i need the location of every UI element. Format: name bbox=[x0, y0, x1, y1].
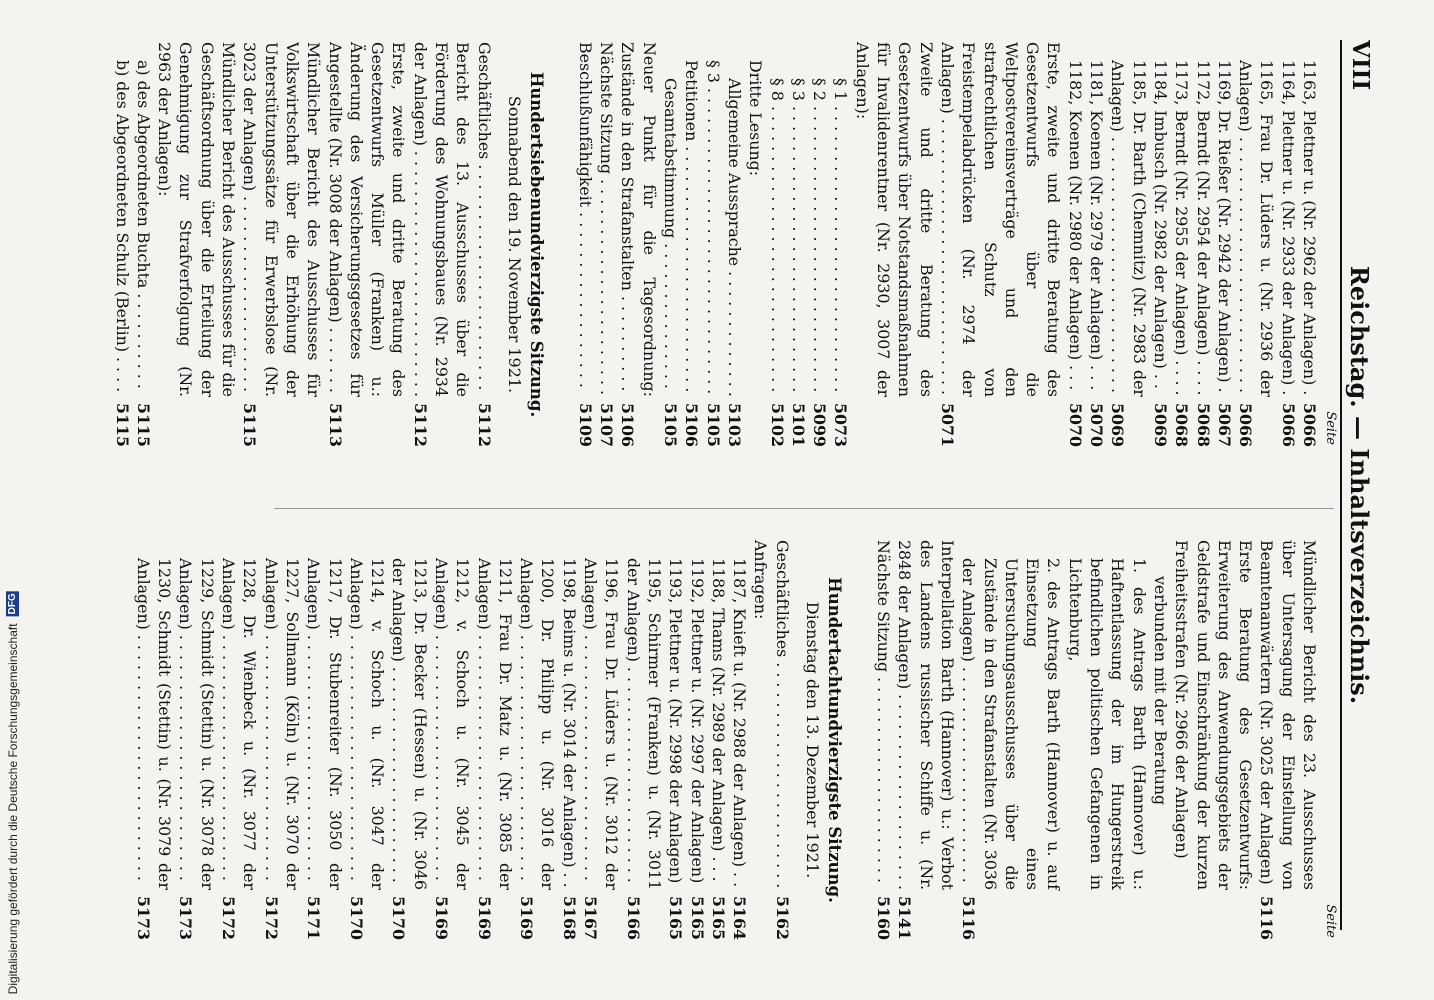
page-reference: 5172 bbox=[261, 896, 281, 940]
toc-entry bbox=[873, 540, 894, 940]
page-reference: 5165 bbox=[708, 896, 728, 940]
leader-dots: . . . . . . . . . . . . . . . . . . . . . . . . . bbox=[261, 629, 281, 881]
toc-entry bbox=[516, 540, 559, 940]
page-reference: 5115 bbox=[112, 403, 132, 447]
page-reference: 5165 bbox=[666, 896, 686, 940]
page-reference: 5105 bbox=[703, 403, 723, 447]
seite-label: Seite bbox=[1323, 904, 1338, 938]
seite-label: Seite bbox=[1323, 411, 1338, 445]
toc-entry bbox=[218, 540, 261, 940]
leader-dots: . . . . . . . . . . bbox=[133, 288, 153, 389]
leader-dots: . . . . . . . . . . . . . . . . . . . . . bbox=[874, 672, 894, 883]
leader-dots: . . . . . . . . . . . . . bbox=[724, 266, 744, 397]
entry-text: 1181, Koenen (Nr. 2979 der Anlagen) bbox=[1087, 60, 1107, 361]
page-reference: 5073 bbox=[831, 403, 851, 447]
leader-dots: . . . . . . . bbox=[325, 322, 345, 393]
toc-entry bbox=[388, 540, 431, 940]
leader-dots: . bbox=[1300, 385, 1319, 396]
entry-text: 1214, v. Schoch u. (Nr. 3047 der Anlagen) bbox=[346, 558, 388, 890]
toc-entry bbox=[788, 42, 809, 447]
toc-entry bbox=[1277, 42, 1298, 447]
toc-entry bbox=[724, 42, 745, 447]
page-reference: 5105 bbox=[661, 403, 681, 447]
page-reference: 5171 bbox=[304, 896, 324, 940]
leader-dots: . . bbox=[1150, 368, 1170, 389]
toc-entry bbox=[660, 42, 681, 447]
toc-entry bbox=[431, 540, 474, 940]
toc-entry bbox=[1214, 42, 1235, 447]
page-reference: 5116 bbox=[959, 896, 979, 940]
toc-entry bbox=[1107, 42, 1150, 447]
entry-text: Interpellation Barth (Hannover) u.: Verbot des Landens russischer Schiffe u. (Nr. 2848 der Anlagen) bbox=[895, 540, 957, 890]
leader-dots: . . . . . . . . . . . . . . . . . . . . . . . bbox=[474, 159, 494, 391]
toc-entry bbox=[1299, 42, 1320, 447]
page-reference: 5173 bbox=[176, 896, 196, 940]
entry-text: 1227, Sollmann (Köln) u. (Nr. 3070 der Anlagen) bbox=[261, 558, 302, 890]
entry-text: 1229, Schmidt (Stettin) u. (Nr. 3078 der Anlagen) bbox=[176, 558, 217, 890]
toc-entry bbox=[681, 42, 702, 447]
page-reference: 5113 bbox=[325, 403, 345, 447]
entry-text: 1198, Beims u. (Nr. 3014 der Anlagen) bbox=[559, 558, 579, 868]
leader-dots: . . . . . . . . . . . . . . . . . . . . . . bbox=[959, 661, 979, 883]
entry-text: 1163, Plettner u. (Nr. 2962 der Anlagen) bbox=[1300, 60, 1319, 386]
toc-entry bbox=[617, 42, 660, 447]
entry-text: 1228, Dr. Wienbeck u. (Nr. 3077 der Anlagen) bbox=[219, 558, 260, 890]
entry-text: Zweite und dritte Beratung des Gesetzentwurfs über Notstandsmaßnahmen für Invalidenrentner (Nr. 2930, 3007 der Anlagen): bbox=[852, 42, 936, 397]
entry-text: 1217, Dr. Stubenreiter (Nr. 3050 der Anlagen) bbox=[304, 558, 345, 890]
entry-text: Petitionen bbox=[682, 60, 702, 142]
toc-entry bbox=[175, 540, 218, 940]
page-reference: 5115 bbox=[133, 403, 153, 447]
entry-text: 1173, Berndt (Nr. 2955 der Anlagen) bbox=[1172, 60, 1192, 356]
page-reference: 5099 bbox=[810, 403, 830, 447]
toc-entry bbox=[622, 540, 665, 940]
leader-dots: . . . . . . . . . . . . . . . bbox=[661, 238, 681, 389]
toc-entry bbox=[260, 540, 303, 940]
leader-dots: . . . . . . . . . . . . . . . . . . . . bbox=[895, 689, 915, 890]
toc-entry bbox=[473, 540, 516, 940]
entry-text: 1230, Schmidt (Stettin) u. (Nr. 3079 der Anlagen) bbox=[133, 558, 175, 890]
leader-dots: . bbox=[1278, 385, 1298, 396]
page-reference: 5115 bbox=[240, 403, 260, 447]
entry-text: § 3 bbox=[703, 60, 723, 83]
toc-entry bbox=[702, 42, 723, 447]
toc-entry bbox=[766, 42, 787, 447]
page-reference: 5068 bbox=[1193, 403, 1213, 447]
page-reference: 5066 bbox=[1300, 403, 1319, 447]
page-reference: 5168 bbox=[559, 896, 579, 940]
entry-text: 1172, Berndt (Nr. 2954 der Anlagen) bbox=[1193, 60, 1213, 356]
toc-entry bbox=[1086, 42, 1107, 447]
page-reference: 5170 bbox=[346, 896, 366, 940]
leader-dots: . . . . . . . . . . . . . . . . . . . . . . . . . . bbox=[1108, 131, 1128, 393]
toc-entry bbox=[596, 42, 617, 447]
column-divider bbox=[274, 508, 1334, 509]
entry-text: Erste, zweite und dritte Beratung des Gesetzentwurfs über die Weltpostvereinsverträge und den strafrechtlichen Schutz von Freistempelabdrücken (Nr. 2974 der Anlagen) bbox=[937, 42, 1064, 397]
entry-text: Neuer Punkt für die Tagesordnung: Zustände in den Strafanstalten bbox=[618, 42, 659, 397]
right-column bbox=[133, 540, 1338, 940]
toc-entry bbox=[239, 42, 324, 447]
page-reference: 5107 bbox=[597, 403, 617, 447]
leader-dots: . . . . . . . . . . . . . . . . . . . . . . . . . . . . . bbox=[831, 100, 851, 393]
entry-text: 1200, Dr. Philipp u. (Nr. 3016 der Anlagen) bbox=[517, 558, 558, 890]
left-column bbox=[111, 42, 1338, 447]
page-reference: 5170 bbox=[389, 896, 409, 940]
entry-text: 1. des Antrags Barth (Hannover) u.: Haftentlassung der im Hungerstreik befindlichen politischen Gefangenen in Lichtenburg, bbox=[1065, 558, 1149, 890]
page-reference: 5169 bbox=[474, 896, 494, 940]
leader-dots: . . . . . . . . . . . . . . . . . . . . . . . . . . . . . bbox=[810, 100, 830, 393]
page-reference: 5103 bbox=[724, 403, 744, 447]
toc-entry bbox=[745, 42, 766, 447]
entry-text: § 8 bbox=[767, 78, 787, 101]
page-number: VIII bbox=[1347, 40, 1374, 91]
page-reference: 5167 bbox=[581, 896, 601, 940]
leader-dots: . . . bbox=[1087, 360, 1107, 391]
toc-entry bbox=[409, 42, 473, 447]
entry-text: 1182, Koenen (Nr. 2980 der Anlagen) bbox=[1065, 60, 1085, 361]
leader-dots: . . . . . . . . . . . . . . . . . . . . . . . . . bbox=[474, 629, 494, 881]
leader-dots: . . . . bbox=[1172, 355, 1192, 396]
page-reference: 5141 bbox=[895, 896, 915, 940]
entry-text: § 3 bbox=[788, 78, 808, 101]
leader-dots: . . . . . . . . . . . . . . . . . . . . . . . . . bbox=[176, 629, 196, 881]
entry-text: 1184, Imbusch (Nr. 2982 der Anlagen) bbox=[1150, 60, 1170, 369]
entry-text: 1164, Plettner u. (Nr. 2933 der Anlagen) bbox=[1278, 60, 1298, 386]
digitization-credit bbox=[6, 591, 20, 994]
leader-dots: . . . . . . . . . . . . . . . . . . . . . . . . . bbox=[581, 629, 601, 881]
entry-text: 1192, Plettner u. (Nr. 2997 der Anlagen) bbox=[687, 558, 707, 884]
leader-dots: . . . . . . . . . . . . . . . . . . . . . . . . . bbox=[304, 629, 324, 881]
page-reference: 5169 bbox=[517, 896, 537, 940]
leader-dots: . . . . . . . . . . bbox=[618, 290, 638, 392]
toc-entry bbox=[324, 42, 409, 447]
entry-text: 1165, Frau Dr. Lüders u. (Nr. 2936 der Anlagen) bbox=[1236, 60, 1277, 397]
toc-entry bbox=[958, 540, 1064, 940]
leader-dots: . . . . . . . . . . . . . . . . . . . . . . . . . bbox=[133, 629, 153, 881]
toc-entry bbox=[1150, 540, 1171, 940]
page-reference: 5066 bbox=[1236, 403, 1256, 447]
page-reference: 5106 bbox=[682, 403, 702, 447]
toc-entry bbox=[1064, 540, 1149, 940]
entry-text: verbunden mit der Beratung bbox=[1150, 576, 1170, 806]
leader-dots: . . . . . . . . . . . . . . . . . . . . . . . . . bbox=[517, 629, 537, 881]
entry-text: Bericht des 13. Ausschusses über die Förderung des Wohnungsbaues (Nr. 2934 der Anlagen) bbox=[410, 42, 473, 397]
toc-entry bbox=[346, 540, 389, 940]
entry-text: Allgemeine Aussprache bbox=[724, 78, 744, 267]
page-reference: 5070 bbox=[1065, 403, 1085, 447]
leader-dots: . . . . . . . . . . . . . . . . . . . . . . bbox=[389, 661, 409, 883]
entry-text: 1212, v. Schoch u. (Nr. 3045 der Anlagen) bbox=[432, 558, 473, 890]
leader-dots: . . . bbox=[708, 851, 728, 882]
toc-entry bbox=[1235, 42, 1278, 447]
entry-text: 1213, Dr. Becker (Hessen) u. (Nr. 3046 der Anlagen) bbox=[389, 558, 430, 890]
toc-entry bbox=[303, 540, 346, 940]
toc-entry bbox=[580, 540, 623, 940]
page-reference: 5112 bbox=[474, 403, 494, 447]
toc-entry bbox=[686, 540, 707, 940]
toc-entry bbox=[809, 42, 830, 447]
entry-text: 1185, Dr. Barth (Chemnitz) (Nr. 2983 der Anlagen) bbox=[1108, 60, 1149, 397]
toc-entry bbox=[665, 540, 686, 940]
page-reference: 5169 bbox=[432, 896, 452, 940]
leader-dots: . . . . . . . . . . . . . . . . . . . . . . . . . bbox=[410, 145, 430, 397]
entry-text: Erste Beratung des Gesetzentwurfs: Erweiterung des Anwendungsgebiets der Geldstrafe und Einschränkung der kurzen Freiheitsstrafen (Nr. 2966 der Anlagen) bbox=[1172, 540, 1256, 890]
entry-text: Beschlußunfähigkeit bbox=[575, 42, 595, 208]
toc-entry bbox=[1171, 42, 1192, 447]
entry-text: 1188, Thams (Nr. 2989 der Anlagen) bbox=[708, 558, 728, 852]
page-reference: 5069 bbox=[1150, 403, 1170, 447]
session-heading: Hundertsiebenundvierzigste Sitzung. bbox=[526, 71, 546, 418]
page-reference: 5116 bbox=[1257, 896, 1277, 940]
page-reference: 5165 bbox=[687, 896, 707, 940]
toc-entry bbox=[111, 42, 132, 447]
entry-text: Geschäftliches bbox=[474, 42, 494, 160]
toc-entry bbox=[133, 42, 154, 447]
leader-dots: . . . . . . . . . . . . . . . . . . . . . . bbox=[597, 174, 617, 396]
toc-entry bbox=[1256, 540, 1320, 940]
entry-text: 1211, Frau Dr. Matz u. (Nr. 3085 der Anlagen) bbox=[474, 558, 515, 890]
session-heading: Hundertachtundvierzigste Sitzung. bbox=[824, 577, 844, 903]
leader-dots: . . . . . . . . . . . . . . . . . . . . . . . . . bbox=[346, 629, 366, 881]
entry-text: 1187, Knieft u. (Nr. 2988 der Anlagen) bbox=[730, 558, 750, 868]
entry-text: Mündlicher Bericht des 23. Ausschusses über Untersagung der Einstellung von Beamtenanwärtern (Nr. 3025 der Anlagen) bbox=[1257, 540, 1319, 890]
running-title: Reichstag. — Inhaltsverzeichnis. bbox=[1345, 265, 1374, 705]
entry-text: § 1 bbox=[831, 78, 851, 101]
leader-dots: . . . . . . . . . . . . . . . . . . . . . . . . . . . . bbox=[937, 113, 957, 396]
page-reference: 5109 bbox=[575, 403, 595, 447]
toc-entry bbox=[830, 42, 851, 447]
dfg-logo: DFG bbox=[7, 592, 18, 614]
entry-text: 1169, Dr. Rießer (Nr. 2942 der Anlagen) bbox=[1214, 60, 1234, 383]
page-reference: 5160 bbox=[874, 896, 894, 940]
page-reference: 5101 bbox=[788, 403, 808, 447]
toc-entry bbox=[937, 42, 1065, 447]
page-reference: 5071 bbox=[937, 403, 957, 447]
entry-text: b) des Abgeordneten Schulz (Berlin) bbox=[112, 60, 132, 352]
toc-entry bbox=[1171, 540, 1256, 940]
session-date: Dienstag den 13. Dezember 1921. bbox=[802, 601, 822, 879]
toc-entry bbox=[1064, 42, 1085, 447]
toc-entry bbox=[771, 540, 792, 940]
page-reference: 5162 bbox=[772, 896, 792, 940]
leader-dots: . . . . . . . . . . . . . . . . . . . . . . . . . bbox=[219, 629, 239, 881]
toc-entry bbox=[729, 540, 750, 940]
credit-text: Digitalisierung gefördert durch die Deutsche Forschungsgemeinschaft bbox=[6, 623, 20, 994]
toc-entry bbox=[1150, 42, 1171, 447]
entry-text: 1195, Schirmer (Franken) u. (Nr. 3011 der Anlagen) bbox=[623, 558, 664, 890]
page-reference: 5173 bbox=[133, 896, 153, 940]
page-reference: 5112 bbox=[410, 403, 430, 447]
leader-dots: . . . . . . . . . . . . . . . . . . . . . . . bbox=[772, 657, 792, 889]
toc-entry bbox=[894, 540, 958, 940]
leader-dots: . . . . . . . . . . . . . . . . . . . . . . . . . bbox=[682, 141, 702, 393]
entry-text: Geschäftliches bbox=[772, 540, 792, 658]
entry-text: Nächste Sitzung bbox=[597, 42, 617, 175]
entry-text: Anfragen: bbox=[751, 540, 771, 620]
leader-dots: . . . . . . . . . . . . . . . . . . . . . . bbox=[623, 661, 643, 883]
leader-dots: . . bbox=[559, 867, 579, 888]
entry-text: Mündlicher Bericht des Ausschusses für die Geschäftsordnung über die Erteilung der Genehmigung zur Strafverfolgung (Nr. 2963 der Anlagen): bbox=[155, 42, 239, 397]
toc-entry bbox=[473, 42, 494, 447]
leader-dots: . . . . bbox=[112, 351, 132, 393]
page-reference: 5106 bbox=[618, 403, 638, 447]
page-header bbox=[1340, 40, 1382, 930]
toc-entry bbox=[133, 540, 176, 940]
session-date: Sonnabend den 19. November 1921. bbox=[504, 95, 524, 394]
entry-text: Mündlicher Bericht des Ausschusses für Volkswirtschaft über die Erhöhung der Unterstützungssätze für Erwerbslose (Nr. 3023 der Anlagen) bbox=[240, 42, 324, 397]
entry-text: 1193, Plettner u. (Nr. 2998 der Anlagen) bbox=[666, 558, 686, 884]
entry-text: 2. des Antrags Barth (Hannover) u. auf Einsetzung eines Untersuchungsausschusses über die Zustände in den Strafanstalten (Nr. 3036 der Anlagen) bbox=[959, 558, 1064, 890]
entry-text: a) des Abgeordneten Buchta bbox=[133, 60, 153, 289]
leader-dots: . . . . . . . . . . . . . . . . . . . . . . . . . . . . . bbox=[788, 100, 808, 393]
leader-dots: . . . . . . . . . . . . . . . . . . . . . . . . . bbox=[432, 629, 452, 881]
toc-entry bbox=[154, 42, 239, 447]
entry-text: 1196, Frau Dr. Lüders u. (Nr. 3012 der Anlagen) bbox=[581, 558, 622, 890]
entry-text: Dritte Lesung: bbox=[746, 60, 766, 177]
entry-text: Gesamtabstimmung bbox=[661, 78, 681, 239]
leader-dots: . . . bbox=[1065, 360, 1085, 391]
entry-text: § 2 bbox=[810, 78, 830, 101]
leader-dots: . . . . . . . . . . . . . . . . . . . . . . . . . . . . . . . bbox=[703, 82, 723, 395]
toc-entry bbox=[851, 42, 936, 447]
leader-dots: . . . . . . . . . . . . . . . . . . . . bbox=[240, 191, 260, 392]
page-reference: 5070 bbox=[1087, 403, 1107, 447]
page-reference: 5067 bbox=[1214, 403, 1234, 447]
leader-dots: . . . . bbox=[1193, 355, 1213, 396]
leader-dots: . . bbox=[730, 867, 750, 888]
leader-dots: . . . . . . . . . . . . . . . . . . . . . . . . . . . . . bbox=[767, 100, 787, 393]
leader-dots: . . . . . . . . . . . . . . . . . . bbox=[575, 207, 595, 388]
entry-text: Nächste Sitzung bbox=[874, 540, 894, 673]
page-reference: 5164 bbox=[730, 896, 750, 940]
toc-entry bbox=[559, 540, 580, 940]
entry-text: Erste, zweite und dritte Beratung des Gesetzentwurfs Müller (Franken) u.: Änderung des Versicherungsgesetzes für Angestellte (Nr. 3008 der Anlagen) bbox=[325, 42, 409, 397]
toc-entry bbox=[575, 42, 596, 447]
leader-dots: . bbox=[1214, 382, 1234, 393]
toc-entry bbox=[708, 540, 729, 940]
page-reference: 5166 bbox=[623, 896, 643, 940]
page-reference: 5068 bbox=[1172, 403, 1192, 447]
page-reference: 5066 bbox=[1278, 403, 1298, 447]
page-reference: 5102 bbox=[767, 403, 787, 447]
leader-dots: . . . . . . . . . . . . . . . . . . . . . . . . . . bbox=[1236, 131, 1256, 393]
page-reference: 5172 bbox=[219, 896, 239, 940]
toc-entry bbox=[750, 540, 771, 940]
toc-entry bbox=[1192, 42, 1213, 447]
page-reference: 5069 bbox=[1108, 403, 1128, 447]
